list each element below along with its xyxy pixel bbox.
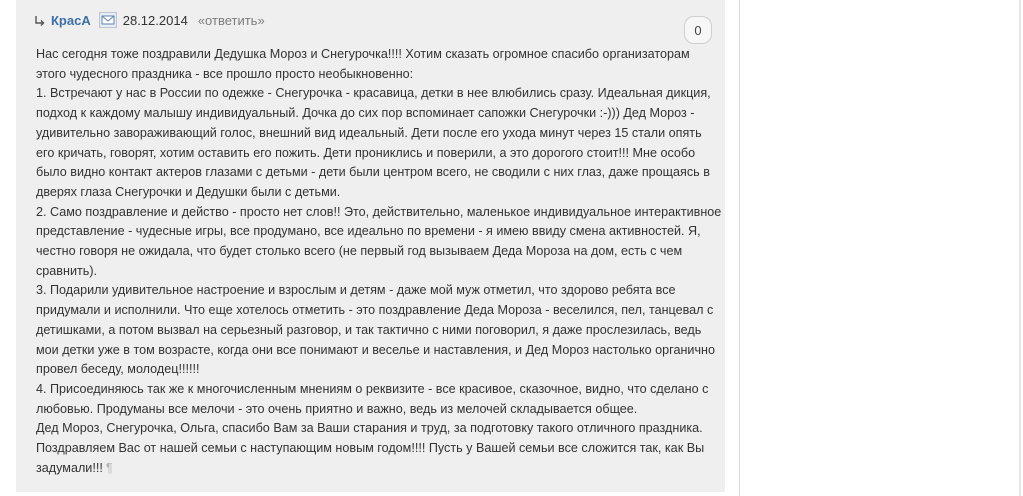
comment-paragraph: 2. Само поздравление и действо - просто нет слов!! Это, действительно, маленькое индивидуальное интерактивное представление - чудесные игры, все продумано, все идеально по времени - я имею ввиду смена активностей. Я, честно говоря не ожидала, что будет столько всего (не первый год вызываем Деда Мороза на дом, есть с чем сравнить). [36, 204, 722, 278]
comment-date: 28.12.2014 [122, 12, 188, 28]
comment-header [34, 11, 265, 29]
right-edge-border [1019, 0, 1021, 496]
column-divider [739, 0, 740, 496]
left-gutter [0, 0, 16, 496]
envelope-icon[interactable] [99, 12, 117, 28]
comment-paragraph-text: Дед Мороз, Снегурочка, Ольга, спасибо Вам за Ваши старания и труд, за подготовку такого отличного праздника. Поздравляем Вас от нашей семьи с наступающим новым годом!!!! Пусть у Вашей семьи все сложится так, как Вы задумали!!! [36, 421, 705, 475]
comment-paragraph-last [36, 419, 722, 478]
pilcrow-icon: ¶ [105, 460, 113, 475]
comment-paragraph: 4. Присоединяюсь так же к многочисленным мнениям о реквизите - все красивое, сказочное, видно, что сделано с любовью. Продуманы все мелочи - это очень приятно и важно, ведь из мелочей складывается общее. [36, 381, 709, 416]
comment-paragraph: 1. Встречают у нас в России по одежке - Снегурочка - красавица, детки в нее влюбились сразу. Идеальная дикция, подход к каждому малышу индивидуальный. Дочка до сих пор вспоминает сапожки Снегурочки :-))) Дед Мороз - удивительно завораживающий голос, внешний вид идеальный. Дети после его ухода минут через 15 стали опять его кричать, говорят, хотим оставить его пожить. Дети прониклись и поверили, а это дорогого стоит!!! Мне особо было видно контакт актеров глазами с детьми - дети были центром всего, не сводили с них глаз, даже прощаясь в дверях глаза Снегурочки и Дедушки были с детьми. [36, 86, 711, 199]
rating-counter[interactable]: 0 [684, 16, 712, 44]
reply-arrow-icon[interactable] [34, 15, 45, 26]
comment-card [16, 0, 725, 492]
comment-body [36, 45, 722, 478]
comment-paragraph: 3. Подарили удивительное настроение и взрослым и детям - даже мой муж отметил, что здорово ребята все придумали и исполнили. Что еще хотелось отметить - это поздравление Деда Мороза - веселился, пел, танцевал с детишками, а потом вызвал на серьезный разговор, и так тактично с ними поговорил, я даже прослезилась, ведь мои детки уже в том возрасте, когда они все понимают и веселье и наставления, и Дед Мороз настолько органично провел беседу, молодец!!!!!! [36, 283, 715, 377]
comment-author-link[interactable]: КрасА [51, 12, 91, 28]
comment-paragraph: Нас сегодня тоже поздравили Дедушка Мороз и Снегурочка!!!! Хотим сказать огромное спасибо организаторам этого чудесного праздника - все прошло просто необыкновенно: [36, 47, 690, 81]
reply-link[interactable]: «ответить» [197, 12, 265, 28]
